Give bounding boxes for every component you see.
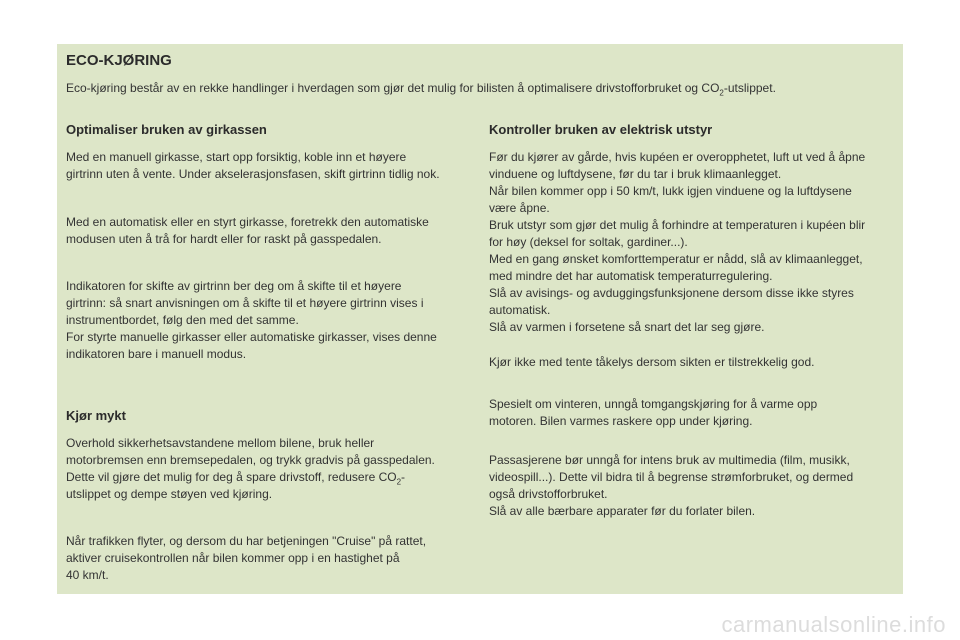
left-column [66, 122, 476, 584]
paragraph-fog-lights: Kjør ikke med tente tåkelys dersom sikten er tilstrekkelig god. [489, 355, 815, 369]
heading-electrical-equipment: Kontroller bruken av elektrisk utstyr [489, 122, 713, 137]
paragraph-ventilation: Før du kjører av gårde, hvis kupéen er overopphetet, luft ut ved å åpne vinduene og luftdysene, før du tar i bruk klimaanlegget. Når bilen kommer opp i 50 km/t, lukk igjen vinduene og la luftdysene være åpne. Bruk utstyr som gjør det mulig å forhindre at temperaturen i kupéen blir for høy (deksel for soltak, gardiner...). Med en gang ønsket komforttemperatur er nådd, slå av klimaanlegget, med mindre det har automatisk temperaturregulering. Slå av avisings- og avduggingsfunksjonene dersom disse ikke styres automatisk. Slå av varmen i forsetene så snart det lar seg gjøre. [489, 150, 866, 334]
watermark: carmanualsonline.info [721, 612, 946, 637]
paragraph-automatic-gearbox: Med en automatisk eller en styrt girkasse, foretrekk den automatiske modusen uten å trå for hardt eller for raskt på gasspedalen. [66, 215, 429, 246]
paragraph-safety-distance-text: Overhold sikkerhetsavstandene mellom bilene, bruk heller motorbremsen enn bremsepedalen, og trykk gradvis på gasspedalen. Dette vil gjøre det mulig for deg å spare drivstoff, redusere CO [66, 436, 435, 484]
paragraph-gear-indicator: Indikatoren for skifte av girtrinn ber deg om å skifte til et høyere girtrinn: så snart anvisningen om å skifte til et høyere girtrinn vises i instrumentbordet, følg den med det samme. For styrte manuelle girkasser eller automatiske girkasser, vises denne indikatoren bare i manuell modus. [66, 279, 437, 361]
co2-subscript: 2 [396, 477, 402, 487]
heading-drive-smoothly: Kjør mykt [66, 408, 126, 423]
paragraph-cruise-control: Når trafikken flyter, og dersom du har betjeningen "Cruise" på rattet, aktiver cruisekontrollen når bilen kommer opp i en hastighet på 40 km/t. [66, 534, 427, 582]
paragraph-safety-distance [66, 435, 476, 503]
paragraph-safety-distance-end: - utslippet og dempe støyen ved kjøring. [66, 470, 406, 501]
right-column [489, 122, 899, 520]
page-title: ECO-KJØRING [66, 52, 172, 69]
intro-text-end: -utslippet. [723, 81, 776, 95]
paragraph-winter-idling: Spesielt om vinteren, unngå tomgangskjøring for å varme opp motoren. Bilen varmes raskere opp under kjøring. [489, 397, 818, 428]
intro-text: Eco-kjøring består av en rekke handlinger i hverdagen som gjør det mulig for bilisten å optimalisere drivstofforbruket og CO [66, 81, 720, 95]
intro-subscript: 2 [719, 88, 724, 98]
intro-paragraph [66, 80, 896, 97]
heading-gearbox: Optimaliser bruken av girkassen [66, 122, 267, 137]
paragraph-manual-gearbox: Med en manuell girkasse, start opp forsiktig, koble inn et høyere girtrinn uten å vente. Under akselerasjonsfasen, skift girtrinn tidlig nok. [66, 150, 440, 181]
paragraph-multimedia: Passasjerene bør unngå for intens bruk av multimedia (film, musikk, videospill...). Dette vil bidra til å begrense strømforbruket, og dermed også drivstofforbruket. Slå av alle bærbare apparater før du forlater bilen. [489, 453, 854, 518]
